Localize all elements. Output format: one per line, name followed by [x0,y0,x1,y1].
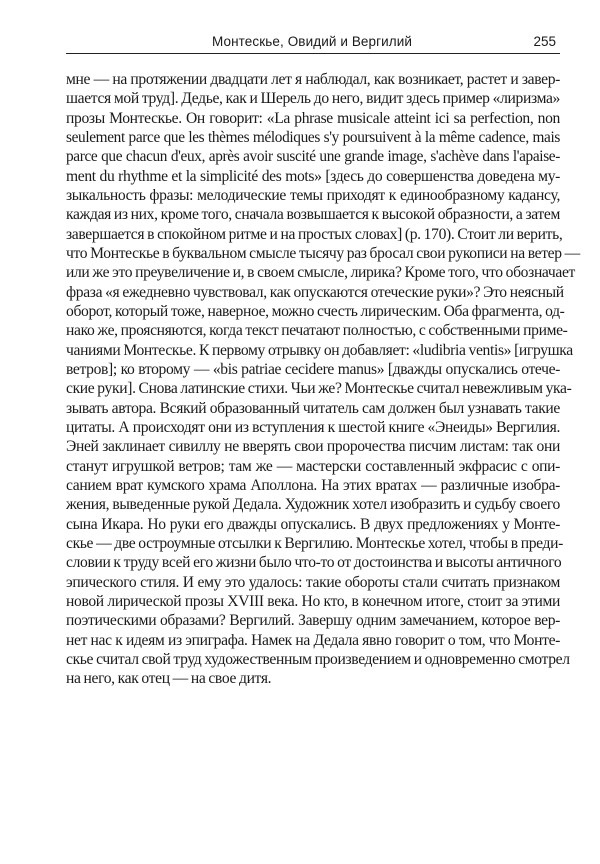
text-line: санием врат кумского храма Аполлона. На этих вратах — различные изобра- [66,476,560,494]
text-line: или же это преувеличение и, в своем смысле, лирика? Кроме того, что обозначает [66,264,575,282]
running-head [66,31,560,54]
text-line: мне — на протяжении двадцати лет я наблюдал, как возникает, растет и завер- [66,71,560,88]
page-number: 255 [533,34,556,49]
running-title: Монтескье, Овидий и Вергилий [212,34,413,49]
text-line: фраза «я ежедневно чувствовал, как опускаются отеческие руки»? Это неясный [66,283,564,301]
text-line: станут игрушкой ветров; там же — мастерски составленный экфрасис с опи- [66,457,560,475]
text-line: на него, как отец — на свое дитя. [66,670,272,688]
text-line: зыкальность фразы: мелодические темы приходят к единообразному каданcу, [66,186,560,204]
text-line: прозы Монтескье. Он говорит: «La phrase musicale atteint ici sa perfection, non [66,109,560,127]
text-line: ские руки]. Снова латинские стихи. Чьи же? Монтескье считал невежливым ука- [66,380,572,398]
text-line: эпического стиля. И ему это удалось: такие обороты стали считать признаком [66,573,560,591]
text-line: скье — две остроумные отсылки к Вергилию. Монтескье хотел, чтобы в преди- [66,534,563,552]
text-line: цитаты. А происходят они из вступления к шестой книге «Энеиды» Вергилия. [66,418,560,436]
text-line: словии к труду всей его жизни было что-то от достоинства и высоты античного [66,554,562,572]
text-line: Эней заклинает сивиллу не вверять свои пророчества писчим листам: так они [66,438,560,456]
text-line: чаниями Монтескье. К первому отрывку он добавляет: «ludibria ventis» [игрушка [66,341,573,359]
text-line: жения, выведенные рукой Дедала. Художник хотел изобразить и судьбу своего [66,496,560,514]
body-text [66,70,580,689]
text-line: parce que chacun d'eux, après avoir suscité une grande image, s'achève dans l'apaise- [66,148,560,166]
text-line: оборот, который тоже, наверное, можно счесть лирическим. Оба фрагмента, од- [66,302,565,320]
text-line: что Монтескье в буквальном смысле тысячу раз бросал свои рукописи на ветер — [66,244,580,262]
text-line: ветров]; ко второму — «bis patriae cecidere manus» [дважды опускались отече- [66,360,560,378]
text-line: шается мой труд]. Дедье, как и Шерель до него, видит здесь пример «лиризма» [66,90,560,108]
text-line: скье считал свой труд художественным произведением и одновременно смотрел [66,650,570,668]
text-line: зывать автора. Всякий образованный читатель сам должен был узнавать такие [66,399,560,417]
text-line: нет нас к идеям из эпиграфа. Намек на Дедала явно говорит о том, что Монте- [66,631,560,649]
text-line: каждая из них, кроме того, сначала возвышается к высокой образности, а затем [66,206,560,224]
text-line: новой лирической прозы XVIII века. Но кто, в конечном итоге, стоит за этими [66,592,560,610]
text-line: поэтическими образами? Вергилий. Завершу одним замечанием, которое вер- [66,612,560,630]
text-line: ment du rhythme et la simplicité des mots» [здесь до совершенства доведена му- [66,167,560,185]
text-line: seulement parce que les thèmes mélodiques s'y poursuivent à la même cadence, mais [66,128,560,146]
text-line: сына Икара. Но руки его дважды опускались. В двух предложениях у Монте- [66,515,560,533]
text-line: нако же, проясняются, когда текст печатают полностью, с собственными приме- [66,322,568,340]
text-line: завершается в спокойном ритме и на простых словах] (р. 170). Стоит ли верить, [66,225,563,243]
